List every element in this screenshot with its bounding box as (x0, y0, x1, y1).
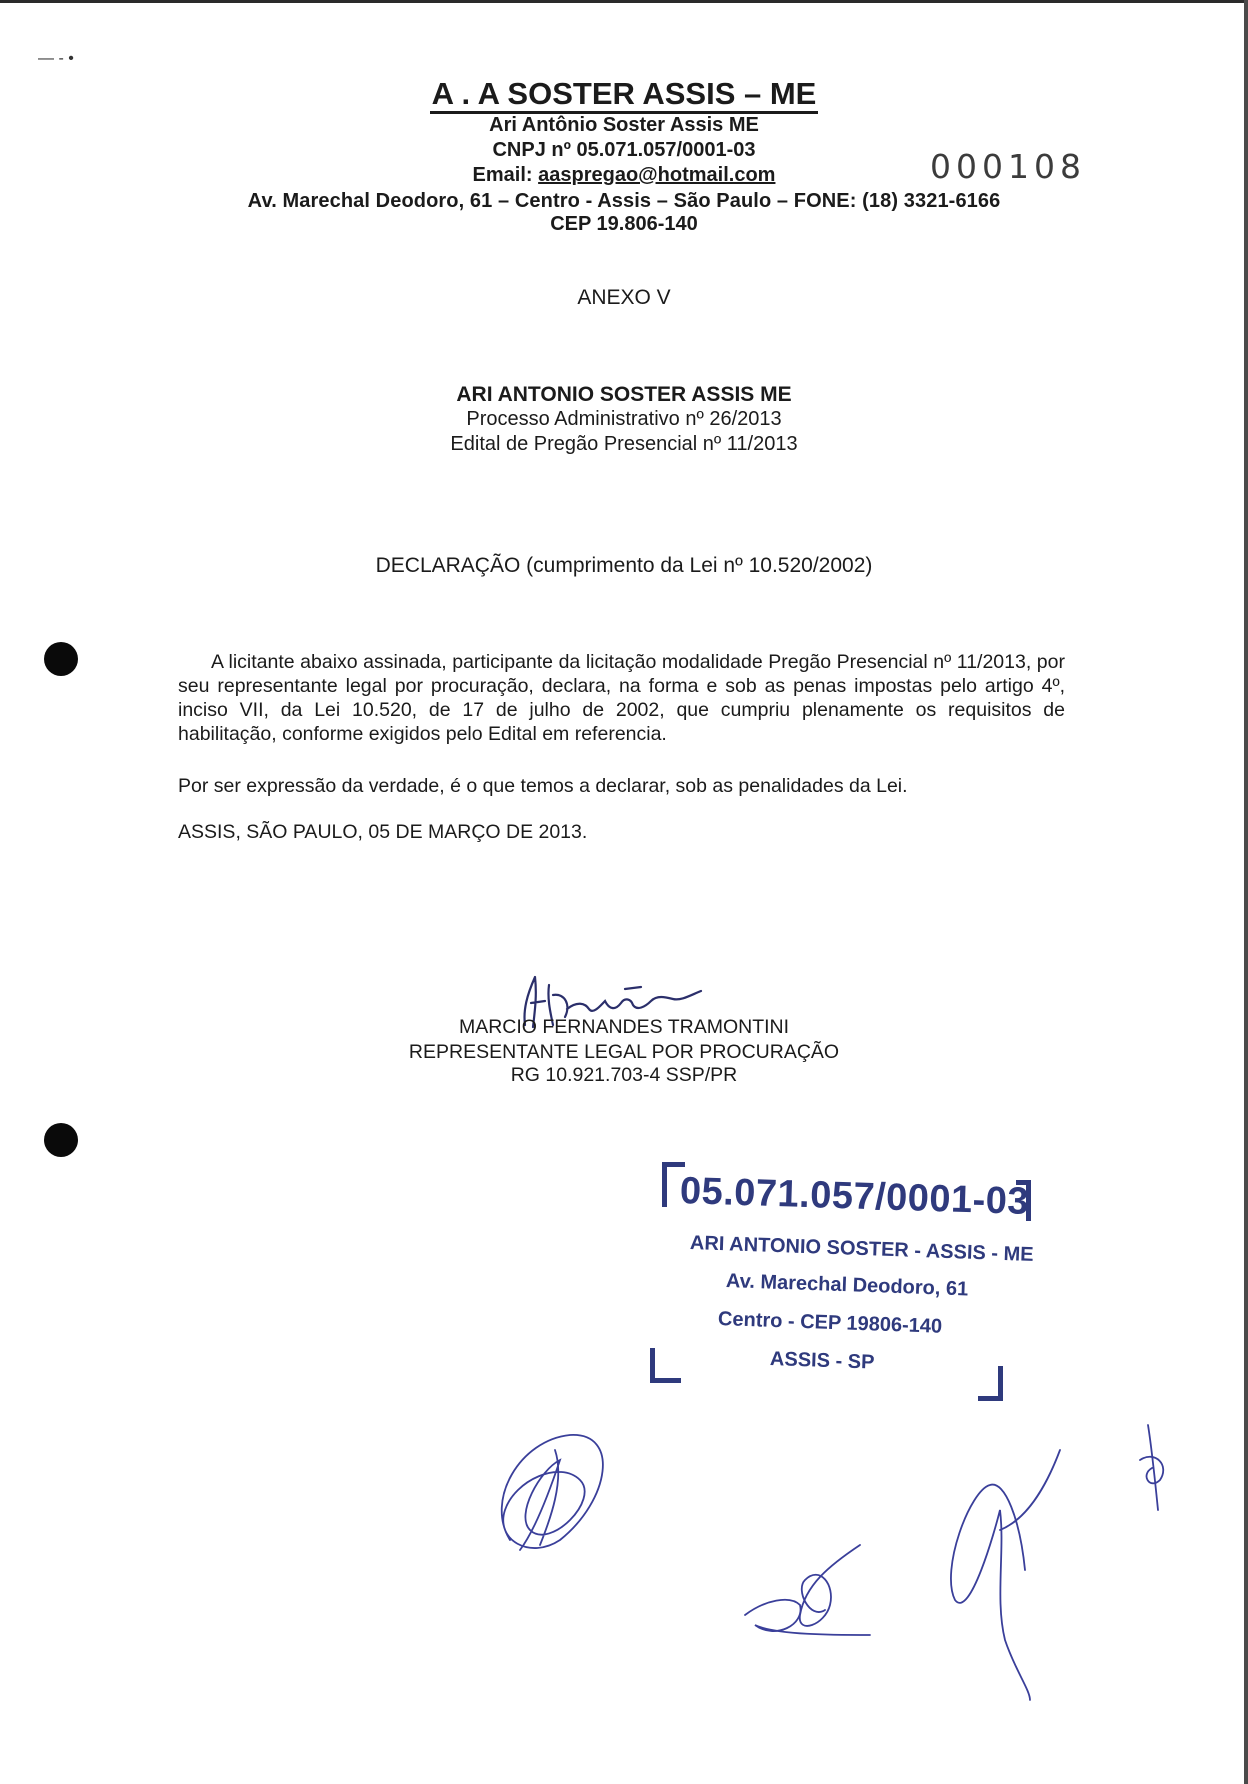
scan-right-edge (1244, 0, 1248, 1784)
scan-top-edge (0, 0, 1248, 3)
stamp-city: ASSIS - SP (769, 1348, 875, 1374)
company-cnpj-stamp (640, 1150, 1040, 1410)
declaration-title: DECLARAÇÃO (cumprimento da Lei nº 10.520/2002) (375, 554, 873, 577)
punch-hole-bottom (44, 1123, 78, 1157)
annex-title: ANEXO V (577, 286, 671, 309)
email-address[interactable]: aaspregao@hotmail.com (538, 164, 776, 186)
page-number-stamp: 000108 (930, 147, 1086, 186)
letterhead-title: A . A SOSTER ASSIS – ME (0, 76, 1248, 112)
signatory-name: MARCIO FERNANDES TRAMONTINI (458, 1016, 790, 1038)
declaration-paragraph: A licitante abaixo assinada, participante da licitação modalidade Pregão Presencial nº 11/2013, por seu representante legal por procuração, declara, na forma e sob as penas impostas pelo artigo 4º, inciso VII, da Lei 10.520, de 17 de julho de 2002, que cumpriu plenamente os requisitos de habilitação, conforme exigidos pelo Edital em referencia. (178, 651, 1065, 745)
stamp-corner-bottom-right (978, 1366, 1003, 1401)
letterhead-subtitle: Ari Antônio Soster Assis ME (489, 114, 759, 136)
stamp-company-name: ARI ANTONIO SOSTER - ASSIS - ME (689, 1232, 1034, 1266)
rubric-initials-1 (480, 1420, 630, 1570)
rubric-initials-2 (735, 1525, 875, 1645)
letterhead-cep: CEP 19.806-140 (550, 213, 698, 235)
stamp-cep: Centro - CEP 19806-140 (717, 1308, 943, 1338)
place-and-date: ASSIS, SÃO PAULO, 05 DE MARÇO DE 2013. (178, 821, 588, 843)
edital-number: Edital de Pregão Presencial nº 11/2013 (450, 433, 798, 455)
scan-artifact-mark: — - • (38, 50, 74, 67)
letterhead-address: Av. Marechal Deodoro, 61 – Centro - Assis – São Paulo – FONE: (18) 3321-6166 (247, 190, 1001, 212)
company-name: ARI ANTONIO SOSTER ASSIS ME (456, 383, 792, 406)
truth-statement: Por ser expressão da verdade, é o que temos a declarar, sob as penalidades da Lei. (178, 775, 908, 797)
stamp-corner-bottom-left (650, 1348, 681, 1383)
rubric-initials-4 (1130, 1420, 1180, 1520)
rubric-initials-3 (935, 1420, 1065, 1710)
process-number: Processo Administrativo nº 26/2013 (466, 408, 782, 430)
signatory-role: REPRESENTANTE LEGAL POR PROCURAÇÃO (408, 1041, 840, 1063)
letterhead-cnpj: CNPJ nº 05.071.057/0001-03 (492, 139, 756, 161)
punch-hole-top (44, 642, 78, 676)
stamp-address: Av. Marechal Deodoro, 61 (725, 1270, 969, 1301)
stamp-cnpj: 05.071.057/0001-03 (679, 1170, 1030, 1223)
signatory-rg: RG 10.921.703-4 SSP/PR (510, 1064, 738, 1086)
email-label: Email: (472, 164, 533, 186)
